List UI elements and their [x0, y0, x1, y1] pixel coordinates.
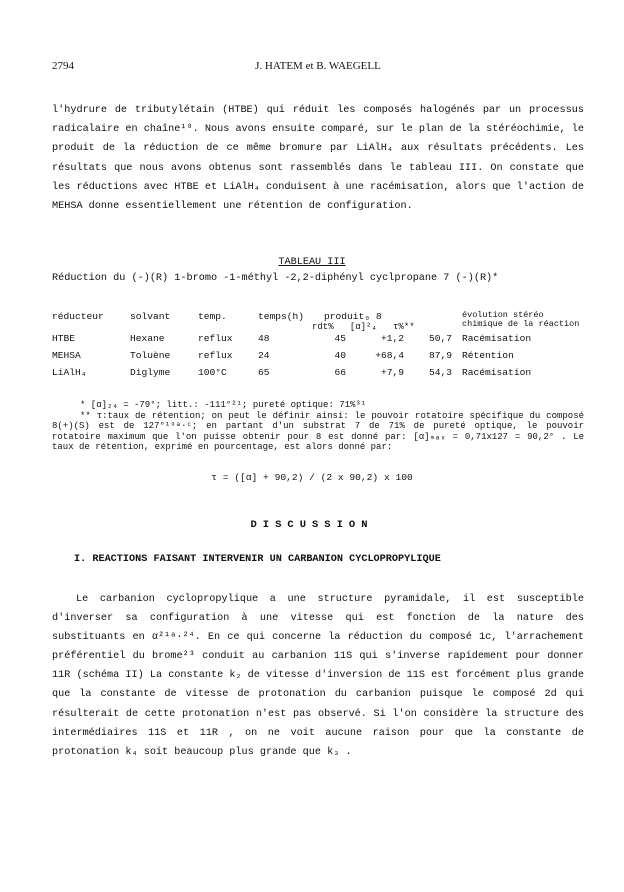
col-temps: temps(h)	[258, 311, 305, 322]
table-title: TABLEAU III	[278, 257, 346, 268]
col-reducteur: réducteur	[52, 311, 104, 322]
cell-solvant: Toluène	[130, 350, 171, 361]
section-title: I. REACTIONS FAISANT INTERVENIR UN CARBANION CYCLOPROPYLIQUE	[74, 554, 441, 565]
cell-reducteur: MEHSA	[52, 350, 81, 361]
cell-evolution: Racémisation	[462, 333, 532, 344]
cell-reducteur: HTBE	[52, 333, 76, 344]
running-header	[52, 60, 584, 74]
col-solvant: solvant	[130, 311, 171, 322]
table-note-1: * [α]₂₄ = -79°; litt.: -111°²¹; pureté optique: 71%³¹	[80, 400, 367, 410]
cell-solvant: Hexane	[130, 333, 165, 344]
cell-temps: 65	[258, 367, 270, 378]
cell-reducteur: LiAlH₄	[52, 367, 87, 378]
cell-evolution: Racémisation	[462, 367, 532, 378]
body-paragraph-1: l'hydrure de tributylétain (HTBE) qui réduit les composés halogénés par un processus radicalaire en chaîne¹⁸. Nous avons ensuite comparé, sur le plan de la stéréochimie, le produit de la réduction de ce même bromure par LiAlH₄ aux résultats précédents. Les résultats que nous avons obtenus sont rassemblés dans le tableau III. On constate que les réductions avec HTBE et LiAlH₄ conduisent à une racémisation, alors que l'action de MEHSA donne essentiellement une rétention de configuration.	[52, 105, 584, 213]
cell-temps: 48	[258, 333, 270, 344]
cell-alpha: +68,4	[375, 350, 404, 361]
cell-alpha: +7,9	[380, 367, 404, 378]
cell-rdt: 40	[334, 350, 346, 361]
cell-rdt: 45	[334, 333, 346, 344]
cell-alpha: +1,2	[380, 333, 404, 344]
cell-solvant: Diglyme	[130, 367, 171, 378]
cell-tau: 54,3	[428, 367, 452, 378]
col-produit-sub	[312, 322, 462, 332]
table-row	[52, 367, 584, 384]
table-caption: Réduction du (-)(R) 1-bromo -1-méthyl -2,2-diphényl cyclpropane 7 (-)(R)*	[52, 273, 499, 284]
table-notes	[52, 400, 584, 453]
table-header-row	[52, 311, 584, 333]
col-temp: temp.	[198, 311, 227, 322]
cell-temp: 100°C	[198, 367, 227, 378]
results-table	[52, 311, 584, 384]
cell-temps: 24	[258, 350, 270, 361]
authors: J. HATEM et B. WAEGELL	[255, 60, 381, 72]
cell-evolution: Rétention	[462, 350, 514, 361]
col-produit-group	[312, 311, 462, 333]
cell-temp: reflux	[198, 350, 233, 361]
col-alpha: [α]²₄	[349, 322, 377, 332]
table-note-2: ** τ:taux de rétention; on peut le définir ainsi: le pouvoir rotatoire spécifique du composé 8(+)(S) est de 127°¹⁹ᵃ·ᶜ; en partant d'un substrat 7 de 71% de pureté optique, le pouvoir rotatoire maximum que l'on puisse obtenir pour 8 est donné par: [α]ₘₐₓ = 0,71x127 = 90,2° . Le taux de rétention, exprimé en pourcentage, est alors donné par:	[52, 410, 584, 452]
discussion-heading: DISCUSSION	[250, 519, 374, 531]
col-rdt: rdt%	[312, 322, 334, 332]
col-produit: produit₀ 8	[324, 311, 382, 322]
retention-formula: τ = ([α] + 90,2) / (2 x 90,2) x 100	[211, 472, 413, 483]
col-evolution: évolution stéréo chimique de la réaction	[462, 310, 580, 329]
table-row	[52, 333, 584, 350]
table-row	[52, 350, 584, 367]
page-number: 2794	[52, 60, 74, 72]
cell-tau: 87,9	[428, 350, 452, 361]
cell-tau: 50,7	[428, 333, 452, 344]
col-tau: τ%**	[393, 322, 415, 332]
cell-rdt: 66	[334, 367, 346, 378]
body-paragraph-2: Le carbanion cyclopropylique a une structure pyramidale, il est susceptible d'inverser sa configuration à une vitesse qui est fonction de la nature des substituants en α²¹ᵃ·²⁴. En ce qui concerne la réduction du composé 1c, l'arrachement préférentiel du brome²³ conduit au carbanion 11S qui s'inverse rapidement pour donner 11R (schéma II) La constante k₂ de vitesse d'inversion de 11S est forcément plus grande que la constante de vitesse de protonation du carbanion puisque le composé 2d qui résulterait de cette protonation n'est pas observé. Si l'on considère la structure des intermédiaires 11S et 11R , on ne voit aucune raison pour que la constante de protonation k₄ soit beaucoup plus grande que k₃ .	[52, 594, 584, 758]
cell-temp: reflux	[198, 333, 233, 344]
